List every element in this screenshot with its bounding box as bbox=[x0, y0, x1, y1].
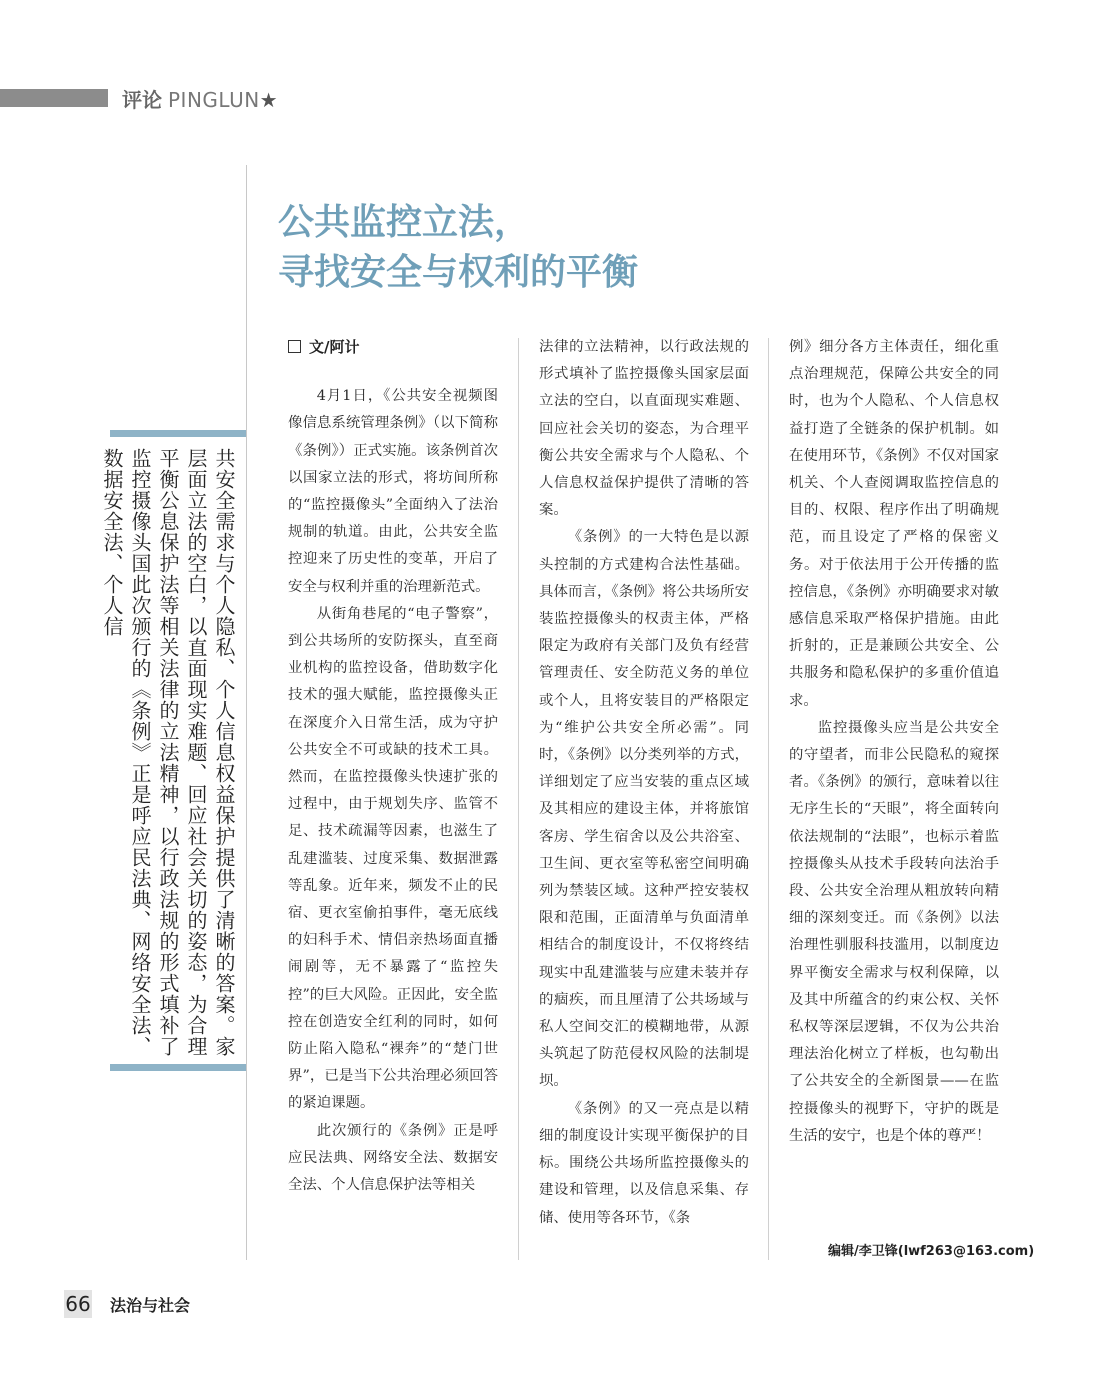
section-label bbox=[122, 84, 278, 113]
checkbox-square-icon bbox=[288, 340, 301, 353]
paragraph: 此次颁行的《条例》正是呼应民法典、网络安全法、数据安全法、个人信息保护法等相关 bbox=[288, 1122, 498, 1194]
article-column-3 bbox=[789, 334, 999, 1150]
paragraph: 《条例》的一大特色是以源头控制的方式建构合法性基础。具体而言，《条例》将公共场所安装监控摄像头的权责主体，严格限定为政府有关部门及负有经营管理责任、安全防范义务的单位或个人，且将安装目的严格限定为“维护公共安全所必需”。同时，《条例》以分类列举的方式，详细划定了应当安装的重点区域及其相应的建设主体，并将旅馆客房、学生宿舍以及公共浴室、卫生间、更衣室等私密空间明确列为禁装区域。这种严控安装权限和范围，正面清单与负面清单相结合的制度设计，不仅将终结现实中乱建滥装与应建未装并存的痼疾，而且厘清了公共场域与私人空间交汇的模糊地带，从源头筑起了防范侵权风险的法制堤坝。 bbox=[539, 529, 749, 1090]
pull-quote: 共安全需求与个人隐私、个人信息权益保护提供了清晰的答案。家层面立法的空白，以直面现实难题、回应社会关切的姿态，为合理平衡公息保护法等相关法律的立法精神，以行政法规的形式填补了监控摄像头国此次颁行的《条例》正是呼应民法典、网络安全法、数据安全法、个人信 bbox=[100, 448, 236, 1057]
paragraph: 从街角巷尾的“电子警察”，到公共场所的安防探头，直至商业机构的监控设备，借助数字化技术的强大赋能，监控摄像头正在深度介入日常生活，成为守护公共安全不可或缺的技术工具。然而，在监控摄像头快速扩张的过程中，由于规划失序、监管不足、技术疏漏等因素，也滋生了乱建滥装、过度采集、数据泄露等乱象。近年来，频发不止的民宿、更衣室偷拍事件，毫无底线的妇科手术、情侣亲热场面直播闹剧等，无不暴露了“监控失控”的巨大风险。正因此，安全监控在创造安全红利的同时，如何防止陷入隐私“裸奔”的“楚门世界”，已是当下公共治理必须回答的紧迫课题。 bbox=[288, 605, 498, 1112]
paragraph: 监控摄像头应当是公共安全的守望者，而非公民隐私的窥探者。《条例》的颁行，意味着以往无序生长的“天眼”，将全面转向依法规制的“法眼”，也标示着监控摄像头从技术手段转向法治手段、公共安全治理从粗放转向精细的深刻变迁。而《条例》以法治理性驯服科技滥用，以制度边界平衡安全需求与权利保障，以及其中所蕴含的约束公权、关怀私权等深层逻辑，不仅为公共治理法治化树立了样板，也勾勒出了公共安全的全新图景——在监控摄像头的视野下，守护的既是生活的安宁，也是个体的尊严！ bbox=[789, 719, 999, 1144]
paragraph: 例》细分各方主体责任，细化重点治理规范，保障公共安全的同时，也为个人隐私、个人信息权益打造了全链条的保护机制。如在使用环节，《条例》不仅对国家机关、个人查阅调取监控信息的目的、权限、程序作出了明确规范，而且设定了严格的保密义务。对于依法用于公开传播的监控信息，《条例》亦明确要求对敏感信息采取严格保护措施。由此折射的，正是兼顾公共安全、公共服务和隐私保护的多重价值追求。 bbox=[789, 339, 999, 709]
paragraph: 《条例》的又一亮点是以精细的制度设计实现平衡保护的目标。围绕公共场所监控摄像头的建设和管理，以及信息采集、存储、使用等各环节，《条 bbox=[539, 1100, 749, 1226]
paragraph: 法律的立法精神，以行政法规的形式填补了监控摄像头国家层面立法的空白，以直面现实难题、回应社会关切的姿态，为合理平衡公共安全需求与个人隐私、个人信息权益保护提供了清晰的答案。 bbox=[539, 339, 749, 519]
editor-credit: 编辑/李卫锋(lwf263@163.com) bbox=[828, 1244, 1035, 1259]
column-divider bbox=[768, 338, 769, 1260]
star-icon: ★ bbox=[259, 88, 278, 112]
article-column-2 bbox=[539, 334, 749, 1232]
left-divider bbox=[246, 165, 247, 1260]
pull-quote-top-rule bbox=[110, 430, 246, 437]
section-name-en: PINGLUN bbox=[168, 88, 260, 112]
paragraph: 4月1日，《公共安全视频图像信息系统管理条例》（以下简称《条例》）正式实施。该条例首次以国家立法的形式，将坊间所称的“监控摄像头”全面纳入了法治规制的轨道。由此，公共安全监控迎来了历史性的变革，开启了安全与权利并重的治理新范式。 bbox=[288, 388, 498, 595]
title-line-2: 寻找安全与权利的平衡 bbox=[278, 252, 639, 293]
article-title bbox=[278, 198, 638, 298]
page-number: 66 bbox=[65, 1292, 91, 1316]
section-header-bar bbox=[0, 89, 108, 107]
title-line-1: 公共监控立法， bbox=[278, 202, 531, 243]
author: 文/阿计 bbox=[309, 338, 360, 356]
journal-name: 法治与社会 bbox=[110, 1296, 191, 1315]
column-divider bbox=[518, 338, 519, 1260]
article-column-1 bbox=[288, 334, 498, 1199]
section-name-cn: 评论 bbox=[122, 88, 162, 112]
pull-quote-bottom-rule bbox=[110, 1064, 246, 1071]
byline bbox=[288, 334, 498, 361]
